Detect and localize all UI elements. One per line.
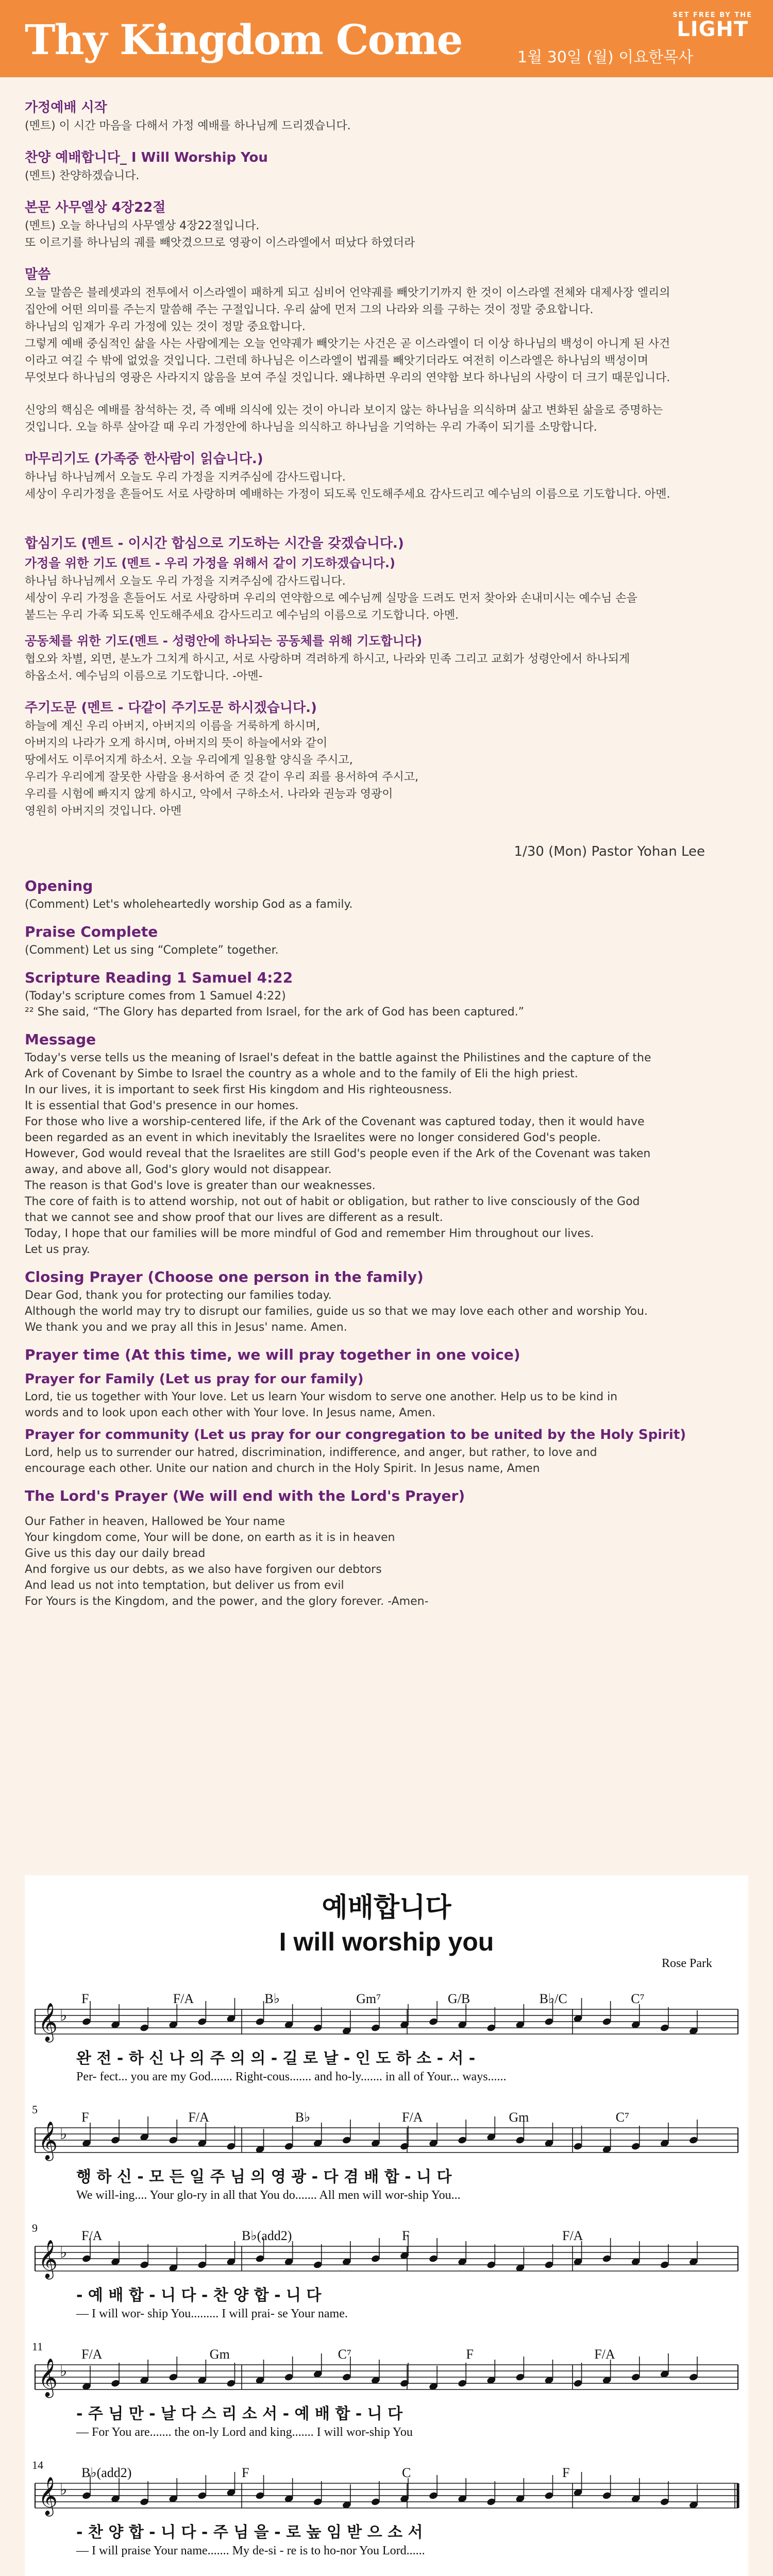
heading-family-prayer-en: Prayer for Family (Let us pray for our family) [25,1371,364,1387]
measure-number: 14 [32,2459,43,2471]
chord-symbol: F [81,1991,89,2006]
section-lords-prayer-en [25,1486,751,1609]
page-title: Thy Kingdom Come [25,15,462,64]
chord-symbol: Gm [509,2110,529,2125]
flat-icon: ♭ [60,2362,68,2380]
flat-icon: ♭ [60,2244,68,2262]
chord-symbol: B♭/C [539,1991,567,2006]
section-prayer-time-en [25,1345,751,1477]
chord-symbol: F/A [188,2110,209,2125]
heading-lords-prayer-ko: 주기도문 (멘트 - 다같이 주기도문 하시겠습니다.) [25,700,317,716]
date-author: 1월 30일 (월) 이요한목사 [517,48,694,66]
section-scripture-en [25,968,751,1020]
lyric-korean: - 예 배 합 - 니 다 - 찬 양 합 - 니 다 [76,2286,322,2304]
score-composer: Rose Park [662,1957,712,1970]
lyric-korean: 행 하 신 - 모 든 일 주 님 의 영 광 - 다 겸 배 합 - 니 다 [76,2168,452,2186]
chord-symbol: B♭ [295,2110,311,2125]
treble-clef-icon: 𝄞 [38,2003,58,2041]
heading-lords-prayer-en: The Lord's Prayer (We will end with the Lord's Prayer) [25,1487,465,1504]
chord-symbol: F [242,2465,249,2480]
heading-scripture-ko: 본문 사무엘상 4장22절 [25,200,166,215]
chord-symbol: F/A [173,1991,194,2006]
chord-symbol: Gm [209,2347,230,2362]
score-title-ko: 예배합니다 [322,1892,451,1923]
treble-clef-icon: 𝄞 [38,2477,58,2515]
brand-logo [673,11,752,40]
lyric-korean: 완 전 - 하 신 나 의 주 의 의 - 길 로 날 - 인 도 하 소 - 서 - [76,2049,476,2067]
chord-symbol: B♭(add2) [242,2228,292,2243]
measure-number: 5 [32,2103,38,2116]
chord-symbol: C⁷ [615,2110,630,2125]
treble-clef-icon: 𝄞 [38,2240,58,2278]
body-message-en: Today's verse tells us the meaning of Israel's defeat in the battle against the Philistines and the capture of the Ark of Covenant by Simbe to Israel the country as a whole and to the family of Eli the high priest. In our lives, it is important to seek first His kingdom and His righteousness. It is essential that God's presence in our homes. For those who live a worship-centered life, if the Ark of the Covenant was captured today, then it would have been regarded as an event in which inevitably the Israelites were no longer considered God's people. However, God would reveal that the Israelites are still God's people even if the Ark of the Covenant was taken away, and above all, God's glory would not disappear. The reason is that God's love is greater than our weaknesses. The core of faith is to attend worship, not out of habit or obligation, but rather to live consciously of the God that we cannot see and show proof that our lives are different as a result. Today, I hope that our families will be more mindful of God and remember Him throughout our lives. Let us pray. [25,1052,651,1256]
section-group-prayer-ko [25,534,751,685]
body-family-prayer-ko: 하나님 하나님께서 오늘도 우리 가정을 지켜주심에 감사드립니다. 세상이 우리 가정을 흔들어도 서로 사랑하며 우리의 연약함으로 예수님께 실망을 드려도 먼저 찾아와 손내미시는 예수님 손을 붙드는 우리 가족 되도록 인도해주세요 감사드리고 예수님의 이름으로 기도합니다. 아멘. [25,575,637,622]
sheet-music [25,1875,748,2576]
body-opening-ko: (멘트) 이 시간 마음을 다해서 가정 예배를 하나님께 드리겠습니다. [25,120,351,132]
heading-praise-en: Praise Complete [25,923,158,940]
lyric-english: We will-ing.... Your glo-ry in all that You do....... All men will wor-ship You... [76,2189,461,2202]
chord-symbol: G/B [447,1991,470,2006]
body-opening-en: (Comment) Let's wholeheartedly worship God as a family. [25,898,353,911]
heading-scripture-en: Scripture Reading 1 Samuel 4:22 [25,969,293,986]
heading-closing-ko: 마무리기도 (가족중 한사람이 읽습니다.) [25,451,263,467]
measure-number: 9 [32,2222,38,2234]
body-scripture-ko: (멘트) 오늘 하나님의 사무엘상 4장22절입니다. 또 이르기를 하나님의 궤를 빼앗겼으므로 영광이 이스라엘에서 떠났다 하였더라 [25,219,415,249]
heading-prayer-time-en: Prayer time (At this time, we will pray together in one voice) [25,1346,520,1363]
chord-symbol: F/A [402,2110,423,2125]
body-closing-en: Dear God, thank you for protecting our families today. Although the world may try to disrupt our families, guide us so that we may love each other and worship You. We thank you and we pray all this in Jesus' name. Amen. [25,1289,648,1334]
header-banner [0,0,773,77]
body-community-prayer-en: Lord, help us to surrender our hatred, discrimination, indifference, and anger, but rather, to love and encourage each other. Unite our nation and church in the Holy Spirit. In Jesus name, Amen [25,1446,597,1475]
heading-message-en: Message [25,1031,96,1048]
heading-opening-en: Opening [25,877,93,894]
brand-small: SET FREE BY THE [673,11,752,19]
section-opening-ko [25,98,751,134]
chord-symbol: F [402,2228,410,2243]
chord-symbol: F/A [81,2347,103,2362]
section-opening-en [25,876,751,912]
lyric-english: — I will praise Your name....... My de-si - re is to ho-nor You Lord...... [76,2544,425,2557]
measure-number: 11 [32,2340,43,2353]
lyric-korean: - 주 님 만 - 날 다 스 리 소 서 - 예 배 합 - 니 다 [76,2405,403,2423]
flat-icon: ♭ [60,2007,68,2025]
heading-closing-en: Closing Prayer (Choose one person in the family) [25,1268,424,1285]
chord-symbol: F/A [562,2228,583,2243]
body-praise-en: (Comment) Let us sing “Complete” together. [25,944,279,957]
flat-icon: ♭ [60,2481,68,2499]
chord-symbol: F [81,2110,89,2125]
flat-icon: ♭ [60,2125,68,2143]
chord-symbol: B♭ [264,1991,280,2006]
lyric-korean: - 찬 양 합 - 니 다 - 주 님 을 - 로 높 임 받 으 소 서 [76,2523,423,2541]
heading-praise-ko: 찬양 예배합니다_ I Will Worship You [25,150,268,165]
treble-clef-icon: 𝄞 [38,2122,58,2160]
body-message-ko-1: 오늘 말씀은 블레셋과의 전투에서 이스라엘이 패하게 되고 심비어 언약궤를 빼앗기기까지 한 것이 이스라엘 전체와 대제사장 엘리의 집안에 어떤 의미를 주는지 말씀해 주는 구절입니다. 우리 삶에 먼저 그의 나라와 의를 구하는 것이 정말 중요합니다. 하나님의 임재가 우리 가정에 있는 것이 정말 중요합니다. 그렇게 예배 중심적인 삶을 사는 사람에게는 오늘 언약궤가 빼앗기는 사건은 곧 이스라엘이 더 이상 하나님의 백성이 아니게 된 사건 이라고 여길 수 밖에 없었을 것입니다. 그런데 하나님은 이스라엘이 법궤를 빼앗기더라도 여전히 이스라엘은 하나님의 백성이며 무엇보다 하나님의 영광은 사라지지 않음을 보여 주실 것입니다. 왜냐하면 우리의 연약함 보다 하나님의 사랑이 더 크기 때문입니다. [25,286,670,384]
heading-message-ko: 말씀 [25,267,51,282]
body-lords-prayer-en: Our Father in heaven, Hallowed be Your name Your kingdom come, Your will be done, on earth as it is in heaven Give us this day our daily bread And forgive us our debts, as we also have forgiven our debtors And lead us not into temptation, but deliver us from evil For Yours is the Kingdom, and the power, and the glory forever. -Amen- [25,1515,429,1608]
body-closing-ko: 하나님 하나님께서 오늘도 우리 가정을 지켜주심에 감사드립니다. 세상이 우리가정을 흔들어도 서로 사랑하며 예배하는 가정이 되도록 인도해주세요 감사드리고 예수님의 이름으로 기도합니다. 아멘. [25,471,670,501]
body-praise-ko: (멘트) 찬양하겠습니다. [25,170,140,182]
section-message-en [25,1029,751,1258]
body-scripture-en: (Today's scripture comes from 1 Samuel 4:22) ²² She said, “The Glory has departed from Israel, for the ark of God has been captured.” [25,990,525,1019]
chord-symbol: C⁷ [338,2347,352,2362]
body-community-prayer-ko: 협오와 차별, 외면, 분노가 그치게 하시고, 서로 사랑하며 격려하게 하시고, 나라와 민족 그리고 교회가 성령안에서 하나되게 하옵소서. 예수님의 이름으로 기도합니다. -아멘- [25,653,630,683]
section-lords-prayer-ko [25,698,751,820]
lyric-english: — I will wor- ship You......... I will prai- se Your name. [76,2307,348,2320]
score-title-en: I will worship you [279,1927,494,1956]
lyric-english: Per- fect... you are my God....... Right-cous....... and ho-ly....... in all of Your... ways...... [76,2070,507,2083]
section-praise-ko [25,148,751,184]
chord-symbol: C [402,2465,411,2480]
heading-group-prayer-ko: 합심기도 (멘트 - 이시간 합심으로 기도하는 시간을 갖겠습니다.) [25,536,404,551]
chord-symbol: C⁷ [631,1991,645,2006]
section-message-ko [25,265,751,436]
heading-community-prayer-ko: 공동체를 위한 기도(멘트 - 성령안에 하나되는 공동체를 위해 기도합니다) [25,634,423,648]
devotion-content [25,98,751,1623]
pastor-line: 1/30 (Mon) Pastor Yohan Lee [514,844,705,859]
chord-symbol: F/A [81,2228,103,2243]
brand-big: LIGHT [677,18,749,41]
heading-community-prayer-en: Prayer for community (Let us pray for our congregation to be united by the Holy Spirit) [25,1427,686,1443]
section-praise-en [25,922,751,958]
body-message-ko-2: 신앙의 핵심은 예배를 참석하는 것, 즉 예배 의식에 있는 것이 아니라 보이지 않는 하나님을 의식하며 삶고 변화된 삶을로 증명하는 것입니다. 오늘 하루 살아갈 때 우리 가정안에 하나님을 의식하고 하나님을 기억하는 우리 가족이 되기를 소망합니다. [25,404,663,434]
heading-opening-ko: 가정예배 시작 [25,100,107,115]
body-family-prayer-en: Lord, tie us together with Your love. Let us learn Your wisdom to serve one another. Help us to be kind in words and to look upon each other with Your love. In Jesus name, Amen. [25,1391,618,1419]
chord-symbol: Gm⁷ [356,1991,381,2006]
body-lords-prayer-ko: 하늘에 계신 우리 아버지, 아버지의 이름을 거룩하게 하시며, 아버지의 나라가 오게 하시며, 아버지의 뜻이 하늘에서와 같이 땅에서도 이루어지게 하소서. 오늘 우리에게 일용할 양식을 주시고, 우리가 우리에게 잘못한 사람을 용서하여 준 것 같이 우리 죄를 용서하여 주시고, 우리를 시험에 빠지지 않게 하시고, 악에서 구하소서. 나라와 권능과 영광이 영원히 아버지의 것입니다. 아멘 [25,720,418,818]
chord-symbol: F [562,2465,570,2480]
lyric-english: — For You are....... the on-ly Lord and king....... I will wor-ship You [76,2426,413,2439]
chord-symbol: F/A [594,2347,615,2362]
score-staves [25,1875,748,2576]
section-scripture-ko [25,198,751,251]
chord-symbol: F [466,2347,474,2362]
section-closing-ko [25,449,751,503]
treble-clef-icon: 𝄞 [38,2359,58,2397]
heading-family-prayer-ko: 가정을 위한 기도 (멘트 - 우리 가정을 위해서 같이 기도하겠습니다.) [25,556,395,570]
section-closing-en [25,1267,751,1335]
chord-symbol: B♭(add2) [81,2465,132,2480]
